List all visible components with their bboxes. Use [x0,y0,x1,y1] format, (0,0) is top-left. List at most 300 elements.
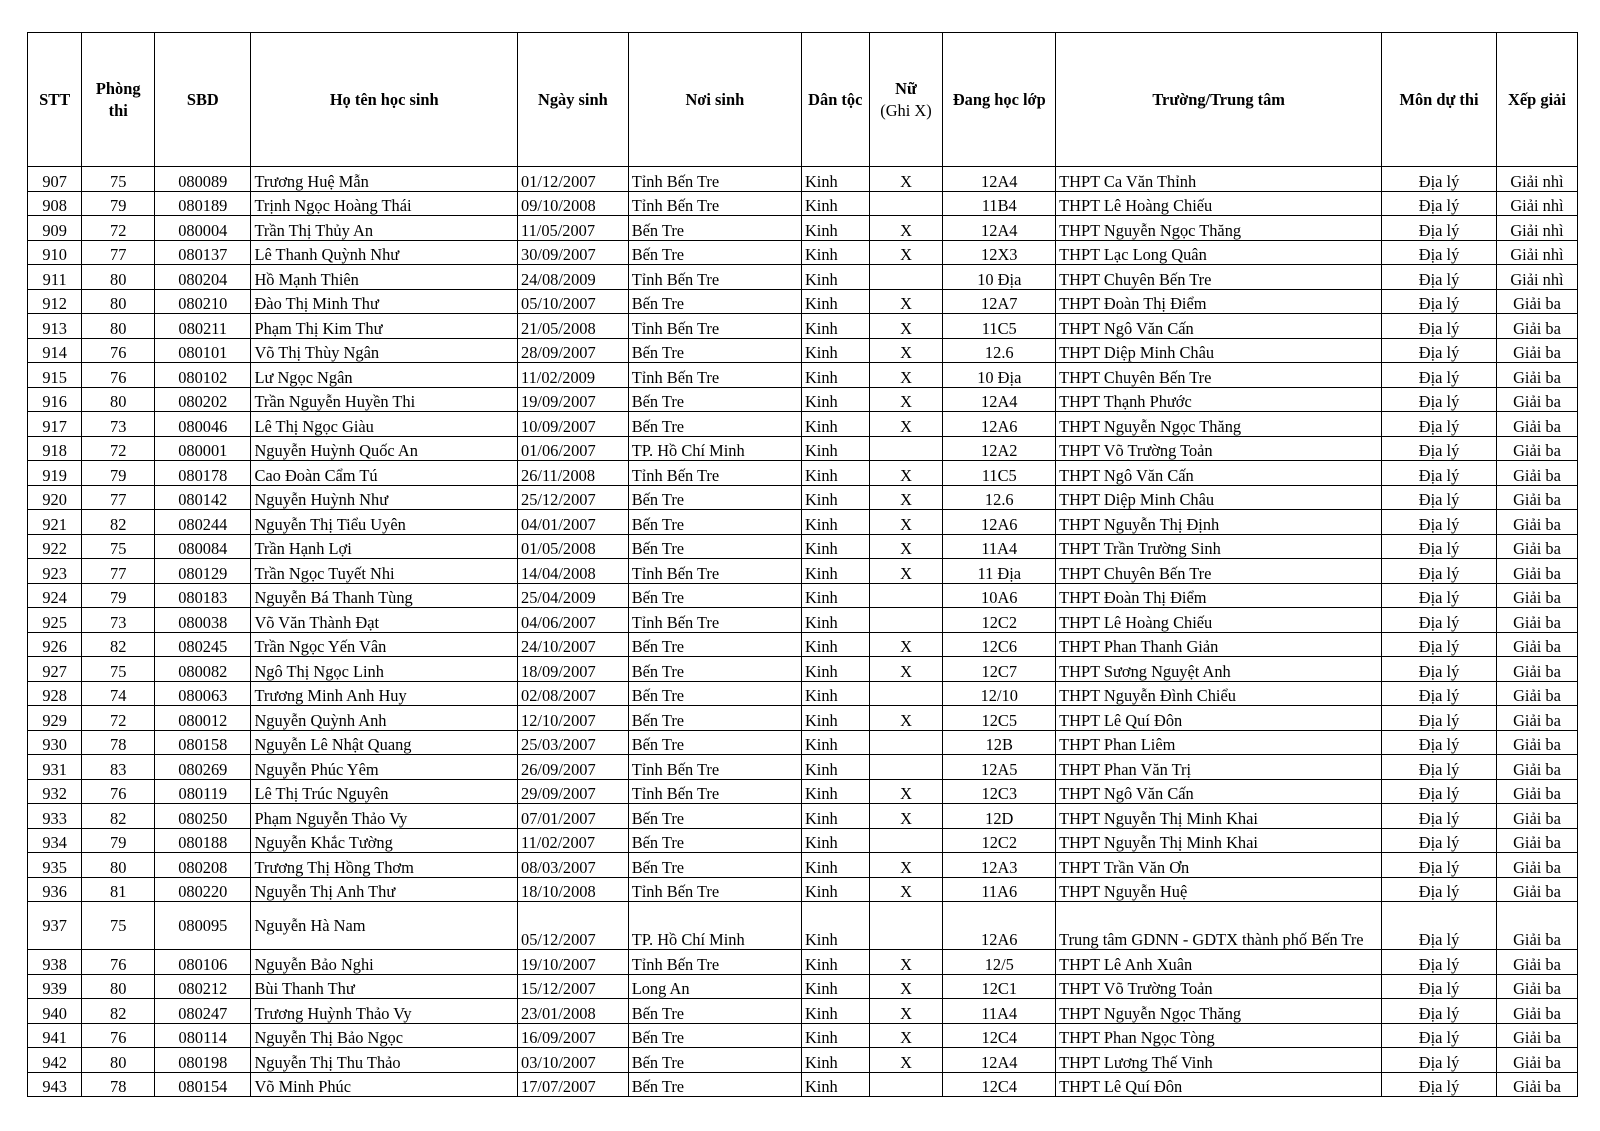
cell-ngay-sinh: 05/12/2007 [518,902,629,950]
cell-dan-toc: Kinh [801,1023,869,1048]
cell-nu [869,730,943,755]
table-row [28,1048,1578,1073]
cell-xep-giai: Giải ba [1496,583,1577,608]
cell-ngay-sinh: 28/09/2007 [518,338,629,363]
cell-mon: Địa lý [1382,706,1497,731]
cell-ngay-sinh: 23/01/2008 [518,999,629,1024]
table-row [28,681,1578,706]
table-row [28,706,1578,731]
cell-xep-giai: Giải ba [1496,755,1577,780]
cell-dan-toc: Kinh [801,289,869,314]
cell-sbd: 080101 [155,338,251,363]
cell-sbd: 080189 [155,191,251,216]
cell-ngay-sinh: 26/09/2007 [518,755,629,780]
table-row [28,265,1578,290]
cell-sbd: 080012 [155,706,251,731]
cell-truong: THPT Ngô Văn Cấn [1056,461,1382,486]
cell-noi-sinh: Tỉnh Bến Tre [628,755,801,780]
cell-ho-ten: Ngô Thị Ngọc Linh [251,657,518,682]
cell-dan-toc: Kinh [801,804,869,829]
cell-ngay-sinh: 25/04/2009 [518,583,629,608]
cell-nu [869,191,943,216]
cell-dan-toc: Kinh [801,387,869,412]
cell-mon: Địa lý [1382,510,1497,535]
cell-mon: Địa lý [1382,950,1497,975]
cell-sbd: 080001 [155,436,251,461]
cell-stt: 935 [28,853,82,878]
cell-phong-thi: 76 [82,363,155,388]
cell-noi-sinh: Tỉnh Bến Tre [628,314,801,339]
table-row [28,730,1578,755]
cell-ngay-sinh: 26/11/2008 [518,461,629,486]
cell-nu: X [869,534,943,559]
table-row [28,412,1578,437]
cell-sbd: 080247 [155,999,251,1024]
cell-stt: 939 [28,974,82,999]
cell-ho-ten: Lê Thị Ngọc Giàu [251,412,518,437]
cell-mon: Địa lý [1382,632,1497,657]
cell-nu: X [869,1048,943,1073]
cell-noi-sinh: Tỉnh Bến Tre [628,559,801,584]
cell-noi-sinh: Long An [628,974,801,999]
cell-truong: THPT Lê Quí Đôn [1056,1072,1382,1097]
cell-ho-ten: Nguyễn Phúc Yêm [251,755,518,780]
cell-noi-sinh: Tỉnh Bến Tre [628,608,801,633]
cell-dan-toc: Kinh [801,583,869,608]
cell-sbd: 080212 [155,974,251,999]
cell-truong: THPT Phan Văn Trị [1056,755,1382,780]
cell-stt: 915 [28,363,82,388]
cell-mon: Địa lý [1382,755,1497,780]
header-nu-sub: (Ghi X) [880,100,932,120]
cell-dan-toc: Kinh [801,828,869,853]
cell-nu: X [869,999,943,1024]
cell-phong-thi: 72 [82,216,155,241]
cell-stt: 908 [28,191,82,216]
cell-ngay-sinh: 10/09/2007 [518,412,629,437]
table-row [28,999,1578,1024]
cell-sbd: 080154 [155,1072,251,1097]
cell-dan-toc: Kinh [801,314,869,339]
cell-mon: Địa lý [1382,657,1497,682]
cell-ngay-sinh: 05/10/2007 [518,289,629,314]
cell-stt: 922 [28,534,82,559]
cell-ngay-sinh: 18/10/2008 [518,877,629,902]
cell-nu: X [869,950,943,975]
cell-noi-sinh: Bến Tre [628,681,801,706]
cell-noi-sinh: Bến Tre [628,216,801,241]
cell-dan-toc: Kinh [801,657,869,682]
cell-truong: THPT Phan Ngọc Tòng [1056,1023,1382,1048]
cell-dan-toc: Kinh [801,436,869,461]
cell-lop: 12A6 [943,510,1056,535]
cell-ho-ten: Trịnh Ngọc Hoàng Thái [251,191,518,216]
cell-phong-thi: 79 [82,828,155,853]
cell-xep-giai: Giải nhì [1496,240,1577,265]
cell-dan-toc: Kinh [801,706,869,731]
cell-truong: THPT Nguyễn Ngọc Thăng [1056,412,1382,437]
cell-mon: Địa lý [1382,240,1497,265]
cell-ho-ten: Lê Thị Trúc Nguyên [251,779,518,804]
cell-ho-ten: Đào Thị Minh Thư [251,289,518,314]
cell-lop: 12C1 [943,974,1056,999]
cell-noi-sinh: Bến Tre [628,706,801,731]
cell-ngay-sinh: 02/08/2007 [518,681,629,706]
cell-mon: Địa lý [1382,853,1497,878]
cell-xep-giai: Giải ba [1496,730,1577,755]
cell-truong: THPT Diệp Minh Châu [1056,338,1382,363]
cell-sbd: 080114 [155,1023,251,1048]
cell-nu: X [869,412,943,437]
cell-lop: 12/10 [943,681,1056,706]
cell-nu [869,902,943,950]
cell-dan-toc: Kinh [801,1048,869,1073]
cell-ngay-sinh: 19/10/2007 [518,950,629,975]
cell-phong-thi: 77 [82,559,155,584]
cell-mon: Địa lý [1382,608,1497,633]
cell-ho-ten: Nguyễn Bảo Nghi [251,950,518,975]
cell-sbd: 080038 [155,608,251,633]
cell-stt: 931 [28,755,82,780]
cell-phong-thi: 80 [82,974,155,999]
cell-dan-toc: Kinh [801,216,869,241]
header-lop: Đang học lớp [943,33,1056,167]
cell-lop: 11A6 [943,877,1056,902]
cell-noi-sinh: Bến Tre [628,412,801,437]
cell-xep-giai: Giải ba [1496,974,1577,999]
cell-ngay-sinh: 01/12/2007 [518,167,629,192]
cell-stt: 929 [28,706,82,731]
cell-nu [869,681,943,706]
cell-sbd: 080084 [155,534,251,559]
cell-truong: THPT Nguyễn Thị Minh Khai [1056,828,1382,853]
cell-mon: Địa lý [1382,1048,1497,1073]
cell-ho-ten: Trần Thị Thủy An [251,216,518,241]
table-row [28,632,1578,657]
cell-mon: Địa lý [1382,730,1497,755]
cell-phong-thi: 76 [82,950,155,975]
cell-sbd: 080211 [155,314,251,339]
cell-dan-toc: Kinh [801,534,869,559]
cell-xep-giai: Giải nhì [1496,216,1577,241]
cell-lop: 12C6 [943,632,1056,657]
cell-truong: THPT Đoàn Thị Điểm [1056,289,1382,314]
cell-mon: Địa lý [1382,461,1497,486]
cell-mon: Địa lý [1382,167,1497,192]
cell-phong-thi: 77 [82,240,155,265]
cell-stt: 914 [28,338,82,363]
cell-lop: 12A4 [943,1048,1056,1073]
header-nu-label: Nữ [895,78,917,98]
cell-noi-sinh: Bến Tre [628,632,801,657]
cell-noi-sinh: Tỉnh Bến Tre [628,877,801,902]
cell-phong-thi: 82 [82,999,155,1024]
cell-ngay-sinh: 04/01/2007 [518,510,629,535]
cell-sbd: 080158 [155,730,251,755]
table-row [28,828,1578,853]
cell-mon: Địa lý [1382,436,1497,461]
cell-stt: 912 [28,289,82,314]
cell-lop: 10 Địa [943,265,1056,290]
cell-xep-giai: Giải ba [1496,461,1577,486]
cell-lop: 12C7 [943,657,1056,682]
table-row [28,902,1578,950]
cell-xep-giai: Giải ba [1496,804,1577,829]
cell-phong-thi: 80 [82,1048,155,1073]
cell-nu: X [869,387,943,412]
cell-dan-toc: Kinh [801,779,869,804]
header-ho-ten: Họ tên học sinh [251,33,518,167]
cell-lop: 12A4 [943,387,1056,412]
cell-noi-sinh: Bến Tre [628,1072,801,1097]
cell-nu [869,265,943,290]
cell-ho-ten: Nguyễn Bá Thanh Tùng [251,583,518,608]
cell-xep-giai: Giải ba [1496,950,1577,975]
cell-ho-ten: Nguyễn Thị Bảo Ngọc [251,1023,518,1048]
cell-noi-sinh: Tỉnh Bến Tre [628,363,801,388]
cell-xep-giai: Giải ba [1496,608,1577,633]
cell-stt: 927 [28,657,82,682]
cell-phong-thi: 74 [82,681,155,706]
cell-xep-giai: Giải nhì [1496,167,1577,192]
cell-nu: X [869,779,943,804]
cell-dan-toc: Kinh [801,363,869,388]
cell-lop: 11B4 [943,191,1056,216]
cell-sbd: 080129 [155,559,251,584]
table-row [28,608,1578,633]
table-row [28,559,1578,584]
cell-noi-sinh: Tỉnh Bến Tre [628,167,801,192]
cell-ngay-sinh: 29/09/2007 [518,779,629,804]
cell-ho-ten: Nguyễn Thị Tiểu Uyên [251,510,518,535]
cell-ngay-sinh: 12/10/2007 [518,706,629,731]
cell-noi-sinh: Bến Tre [628,1048,801,1073]
cell-ngay-sinh: 25/03/2007 [518,730,629,755]
table-row [28,216,1578,241]
cell-phong-thi: 78 [82,730,155,755]
cell-nu: X [869,853,943,878]
cell-ho-ten: Võ Thị Thùy Ngân [251,338,518,363]
cell-xep-giai: Giải ba [1496,1048,1577,1073]
cell-xep-giai: Giải ba [1496,706,1577,731]
cell-noi-sinh: Bến Tre [628,657,801,682]
cell-nu [869,828,943,853]
header-ngay-sinh: Ngày sinh [518,33,629,167]
cell-ngay-sinh: 14/04/2008 [518,559,629,584]
cell-sbd: 080106 [155,950,251,975]
cell-lop: 12C4 [943,1023,1056,1048]
cell-ho-ten: Nguyễn Huỳnh Quốc An [251,436,518,461]
cell-dan-toc: Kinh [801,412,869,437]
cell-noi-sinh: TP. Hồ Chí Minh [628,436,801,461]
cell-nu: X [869,974,943,999]
cell-dan-toc: Kinh [801,755,869,780]
table-body [28,167,1578,1097]
cell-stt: 940 [28,999,82,1024]
cell-stt: 942 [28,1048,82,1073]
cell-xep-giai: Giải ba [1496,314,1577,339]
cell-ho-ten: Võ Văn Thành Đạt [251,608,518,633]
cell-mon: Địa lý [1382,559,1497,584]
cell-stt: 918 [28,436,82,461]
cell-dan-toc: Kinh [801,974,869,999]
cell-stt: 917 [28,412,82,437]
cell-nu: X [869,240,943,265]
table-row [28,974,1578,999]
cell-mon: Địa lý [1382,681,1497,706]
cell-mon: Địa lý [1382,902,1497,950]
table-row [28,657,1578,682]
cell-xep-giai: Giải ba [1496,436,1577,461]
cell-truong: THPT Chuyên Bến Tre [1056,363,1382,388]
cell-stt: 924 [28,583,82,608]
cell-mon: Địa lý [1382,804,1497,829]
cell-ho-ten: Trần Ngọc Tuyết Nhi [251,559,518,584]
cell-xep-giai: Giải ba [1496,510,1577,535]
cell-xep-giai: Giải ba [1496,387,1577,412]
cell-truong: THPT Thạnh Phước [1056,387,1382,412]
cell-truong: THPT Lạc Long Quân [1056,240,1382,265]
cell-nu: X [869,804,943,829]
cell-stt: 910 [28,240,82,265]
table-row [28,583,1578,608]
cell-dan-toc: Kinh [801,950,869,975]
table-row [28,510,1578,535]
cell-dan-toc: Kinh [801,485,869,510]
cell-ho-ten: Nguyễn Hà Nam [251,902,518,950]
cell-ho-ten: Bùi Thanh Thư [251,974,518,999]
cell-phong-thi: 77 [82,485,155,510]
cell-noi-sinh: Bến Tre [628,730,801,755]
header-truong: Trường/Trung tâm [1056,33,1382,167]
cell-mon: Địa lý [1382,1072,1497,1097]
cell-dan-toc: Kinh [801,681,869,706]
cell-stt: 911 [28,265,82,290]
cell-truong: THPT Diệp Minh Châu [1056,485,1382,510]
cell-noi-sinh: Bến Tre [628,485,801,510]
cell-ngay-sinh: 17/07/2007 [518,1072,629,1097]
cell-truong: THPT Ngô Văn Cấn [1056,779,1382,804]
cell-truong: THPT Lê Anh Xuân [1056,950,1382,975]
cell-nu: X [869,559,943,584]
cell-ngay-sinh: 16/09/2007 [518,1023,629,1048]
cell-truong: THPT Chuyên Bến Tre [1056,559,1382,584]
cell-sbd: 080210 [155,289,251,314]
cell-xep-giai: Giải ba [1496,338,1577,363]
cell-phong-thi: 78 [82,1072,155,1097]
cell-sbd: 080244 [155,510,251,535]
table-row [28,436,1578,461]
cell-sbd: 080204 [155,265,251,290]
cell-truong: THPT Trần Trường Sinh [1056,534,1382,559]
cell-ho-ten: Trương Thị Hồng Thơm [251,853,518,878]
cell-stt: 932 [28,779,82,804]
cell-ho-ten: Lê Thanh Quỳnh Như [251,240,518,265]
cell-noi-sinh: TP. Hồ Chí Minh [628,902,801,950]
cell-stt: 936 [28,877,82,902]
cell-phong-thi: 82 [82,510,155,535]
cell-lop: 12B [943,730,1056,755]
cell-ho-ten: Cao Đoàn Cẩm Tú [251,461,518,486]
table-row [28,877,1578,902]
cell-mon: Địa lý [1382,289,1497,314]
cell-truong: THPT Phan Liêm [1056,730,1382,755]
cell-phong-thi: 80 [82,387,155,412]
cell-xep-giai: Giải nhì [1496,265,1577,290]
cell-stt: 938 [28,950,82,975]
cell-nu: X [869,657,943,682]
cell-noi-sinh: Bến Tre [628,828,801,853]
cell-ngay-sinh: 07/01/2007 [518,804,629,829]
cell-nu: X [869,632,943,657]
cell-noi-sinh: Bến Tre [628,999,801,1024]
cell-noi-sinh: Tỉnh Bến Tre [628,191,801,216]
cell-ngay-sinh: 24/10/2007 [518,632,629,657]
cell-stt: 941 [28,1023,82,1048]
cell-xep-giai: Giải ba [1496,1072,1577,1097]
cell-stt: 907 [28,167,82,192]
cell-truong: THPT Võ Trường Toản [1056,974,1382,999]
cell-truong: Trung tâm GDNN - GDTX thành phố Bến Tre [1056,902,1382,950]
cell-xep-giai: Giải ba [1496,828,1577,853]
cell-ho-ten: Võ Minh Phúc [251,1072,518,1097]
table-row [28,1023,1578,1048]
cell-nu: X [869,461,943,486]
header-sbd: SBD [155,33,251,167]
cell-mon: Địa lý [1382,387,1497,412]
cell-dan-toc: Kinh [801,338,869,363]
cell-stt: 928 [28,681,82,706]
cell-sbd: 080046 [155,412,251,437]
cell-sbd: 080245 [155,632,251,657]
cell-nu [869,583,943,608]
cell-truong: THPT Lê Hoàng Chiếu [1056,608,1382,633]
cell-nu: X [869,510,943,535]
cell-phong-thi: 83 [82,755,155,780]
cell-stt: 934 [28,828,82,853]
cell-mon: Địa lý [1382,999,1497,1024]
cell-ho-ten: Nguyễn Thị Thu Thảo [251,1048,518,1073]
cell-dan-toc: Kinh [801,240,869,265]
cell-lop: 11C5 [943,461,1056,486]
cell-lop: 10 Địa [943,363,1056,388]
cell-noi-sinh: Bến Tre [628,804,801,829]
cell-noi-sinh: Bến Tre [628,534,801,559]
cell-phong-thi: 76 [82,779,155,804]
cell-lop: 12D [943,804,1056,829]
cell-truong: THPT Nguyễn Thị Minh Khai [1056,804,1382,829]
cell-sbd: 080102 [155,363,251,388]
cell-lop: 12.6 [943,338,1056,363]
cell-xep-giai: Giải ba [1496,681,1577,706]
cell-truong: THPT Ngô Văn Cấn [1056,314,1382,339]
cell-noi-sinh: Tỉnh Bến Tre [628,461,801,486]
cell-sbd: 080198 [155,1048,251,1073]
cell-phong-thi: 75 [82,167,155,192]
cell-lop: 11A4 [943,999,1056,1024]
cell-ho-ten: Phạm Nguyễn Thảo Vy [251,804,518,829]
cell-lop: 12/5 [943,950,1056,975]
cell-ngay-sinh: 19/09/2007 [518,387,629,412]
cell-sbd: 080142 [155,485,251,510]
cell-sbd: 080004 [155,216,251,241]
cell-lop: 10A6 [943,583,1056,608]
cell-noi-sinh: Bến Tre [628,387,801,412]
cell-truong: THPT Lương Thế Vinh [1056,1048,1382,1073]
cell-sbd: 080188 [155,828,251,853]
cell-xep-giai: Giải ba [1496,363,1577,388]
cell-xep-giai: Giải ba [1496,1023,1577,1048]
